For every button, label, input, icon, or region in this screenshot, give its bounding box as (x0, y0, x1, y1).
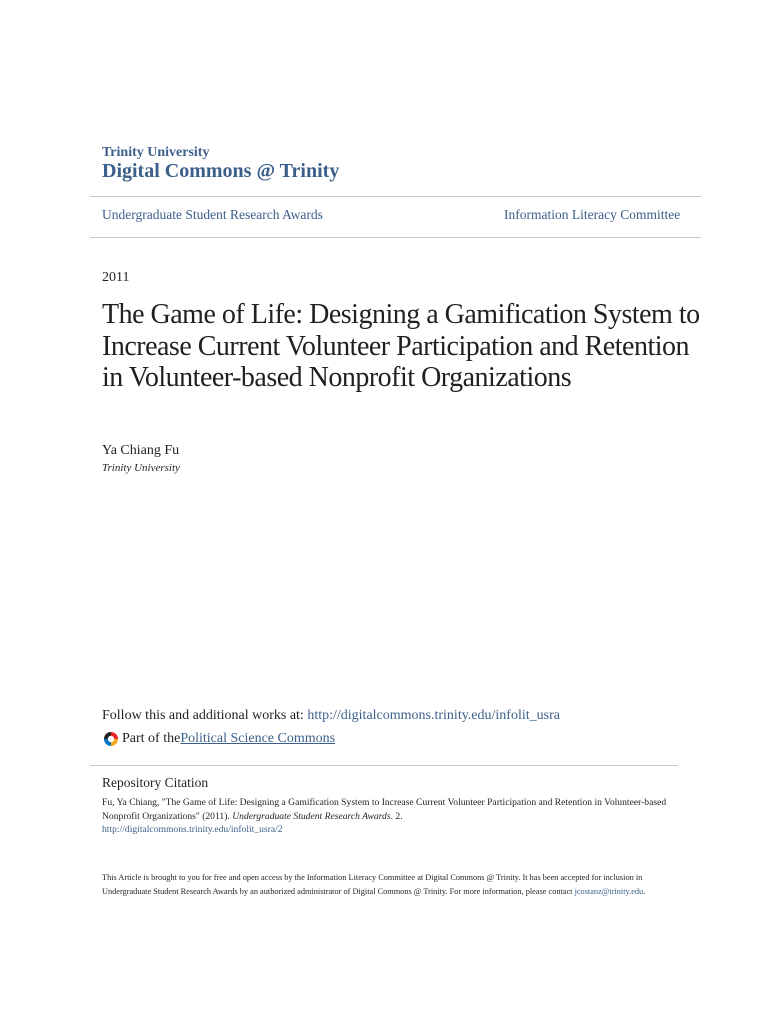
access-statement (102, 871, 677, 899)
follow-url-link[interactable]: http://digitalcommons.trinity.edu/infolit_usra (307, 708, 560, 723)
institution-name: Trinity University (102, 145, 210, 160)
follow-line (102, 708, 560, 724)
citation-heading: Repository Citation (102, 775, 209, 790)
author-name: Ya Chiang Fu (102, 443, 180, 458)
follow-label: Follow this and additional works at: (102, 708, 308, 723)
header-divider-bottom (90, 237, 701, 238)
bepress-commons-icon (102, 730, 120, 748)
part-of-label: Part of the (122, 731, 181, 746)
article-title: The Game of Life: Designing a Gamification System to Increase Current Volunteer Participation and Retention in Volunteer-based Nonprofit Organizations (102, 299, 700, 393)
access-statement-body: This Article is brought to you for free and open access by the Information Literacy Committee at Digital Commons @ Trinity. It has been accepted for inclusion in Undergraduate Student Research Awards by an authorized administrator of Digital Commons @ Trinity. For more information, please contact (102, 873, 643, 897)
citation-journal: Undergraduate Student Research Awards (232, 810, 391, 822)
author-affiliation: Trinity University (102, 462, 180, 474)
citation-volume: . 2. (390, 810, 403, 822)
series-link[interactable]: Undergraduate Student Research Awards (102, 207, 323, 222)
contact-email-link[interactable]: jcostanz@trinity.edu (574, 887, 644, 897)
header-divider-top (90, 196, 701, 197)
discipline-link[interactable]: Political Science Commons (180, 731, 336, 746)
citation-text (102, 796, 672, 837)
citation-url-link[interactable]: http://digitalcommons.trinity.edu/infolit_usra/2 (102, 824, 283, 835)
part-of-line (102, 730, 335, 748)
citation-divider (90, 765, 678, 766)
citation-body: Fu, Ya Chiang, "The Game of Life: Designing a Gamification System to Increase Current Volunteer Participation and Retention in Volunteer-based Nonprofit Organizations" (2011). (102, 797, 667, 822)
publication-year: 2011 (102, 270, 130, 285)
access-statement-end: . (643, 887, 646, 897)
repository-name-link[interactable]: Digital Commons @ Trinity (102, 160, 340, 182)
committee-link[interactable]: Information Literacy Committee (504, 207, 681, 222)
